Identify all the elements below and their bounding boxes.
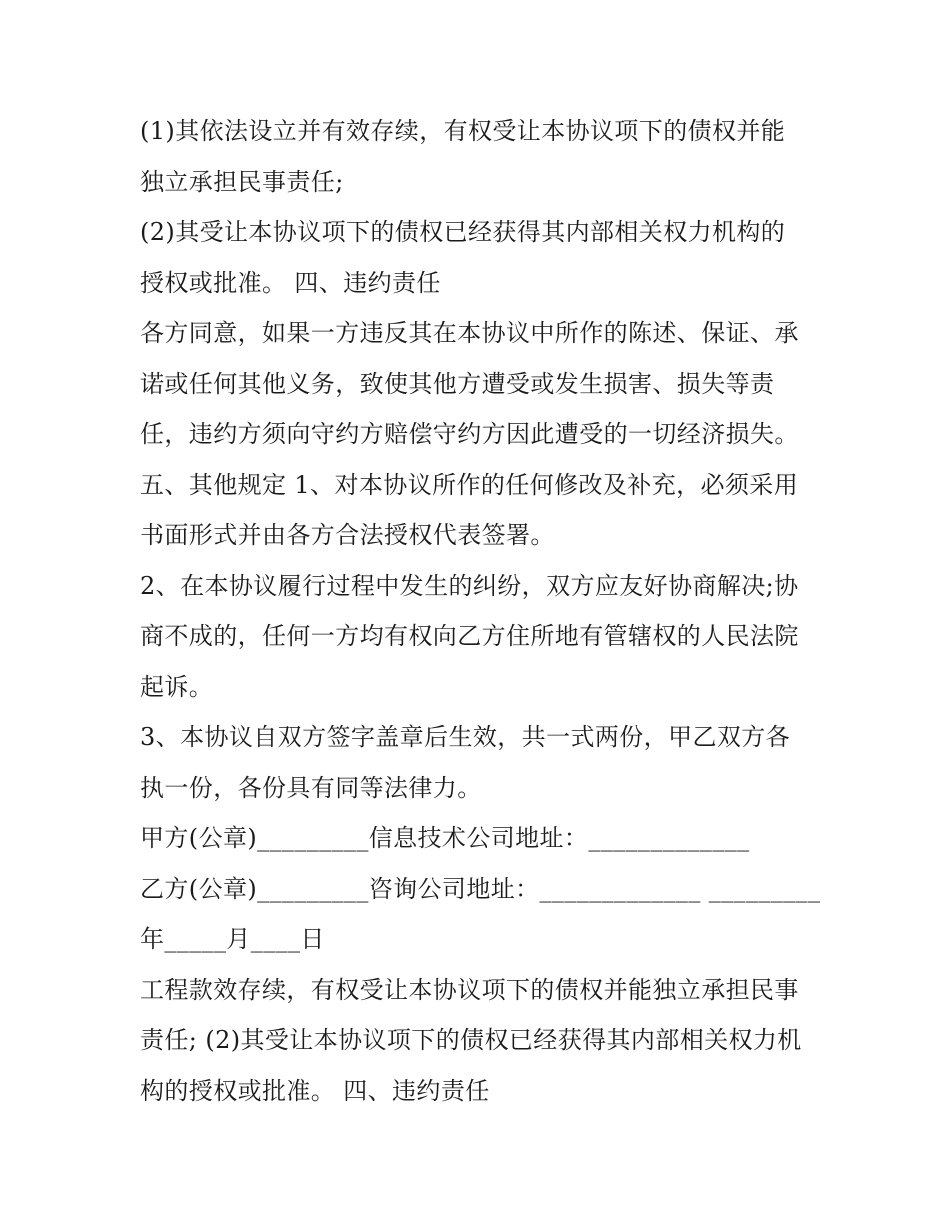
text-line-18: 工程款效存续，有权受让本协议项下的债权并能独立承担民事 — [140, 976, 799, 1004]
text-line-3: (2)其受让本协议项下的债权已经获得其内部相关权力机构的 — [140, 218, 786, 246]
text-line-8: 五、其他规定 1、对本协议所作的任何修改及补充，必须采用 — [140, 471, 799, 499]
text-line-10: 2、在本协议履行过程中发生的纠纷，双方应友好协商解决;协 — [140, 572, 799, 600]
signature-line-party-b: 乙方(公章)_________咨询公司地址：_____________ _________ — [140, 875, 821, 903]
text-line-1: (1)其依法设立并有效存续，有权受让本协议项下的债权并能 — [140, 117, 786, 145]
text-line-9: 书面形式并由各方合法授权代表签署。 — [140, 521, 555, 549]
text-line-19: 责任; (2)其受让本协议项下的债权已经获得其内部相关权力机 — [140, 1026, 802, 1054]
text-line-5: 各方同意，如果一方违反其在本协议中所作的陈述、保证、承 — [140, 319, 799, 347]
text-line-13: 3、本协议自双方签字盖章后生效，共一式两份，甲乙双方各 — [140, 723, 791, 751]
text-line-4: 授权或批准。 四、违约责任 — [140, 269, 441, 297]
text-line-2: 独立承担民事责任; — [140, 168, 344, 196]
text-line-6: 诺或任何其他义务，致使其他方遭受或发生损害、损失等责 — [140, 370, 775, 398]
text-line-7: 任，违约方须向守约方赔偿守约方因此遭受的一切经济损失。 — [140, 420, 799, 448]
signature-line-party-a: 甲方(公章)_________信息技术公司地址：_____________ — [140, 824, 750, 852]
text-line-12: 起诉。 — [140, 673, 214, 701]
text-line-20: 构的授权或批准。 四、违约责任 — [140, 1077, 490, 1105]
text-line-11: 商不成的，任何一方均有权向乙方住所地有管辖权的人民法院 — [140, 622, 799, 650]
date-line: 年_____月____日 — [140, 925, 325, 953]
text-line-14: 执一份，各份具有同等法律力。 — [140, 774, 482, 802]
